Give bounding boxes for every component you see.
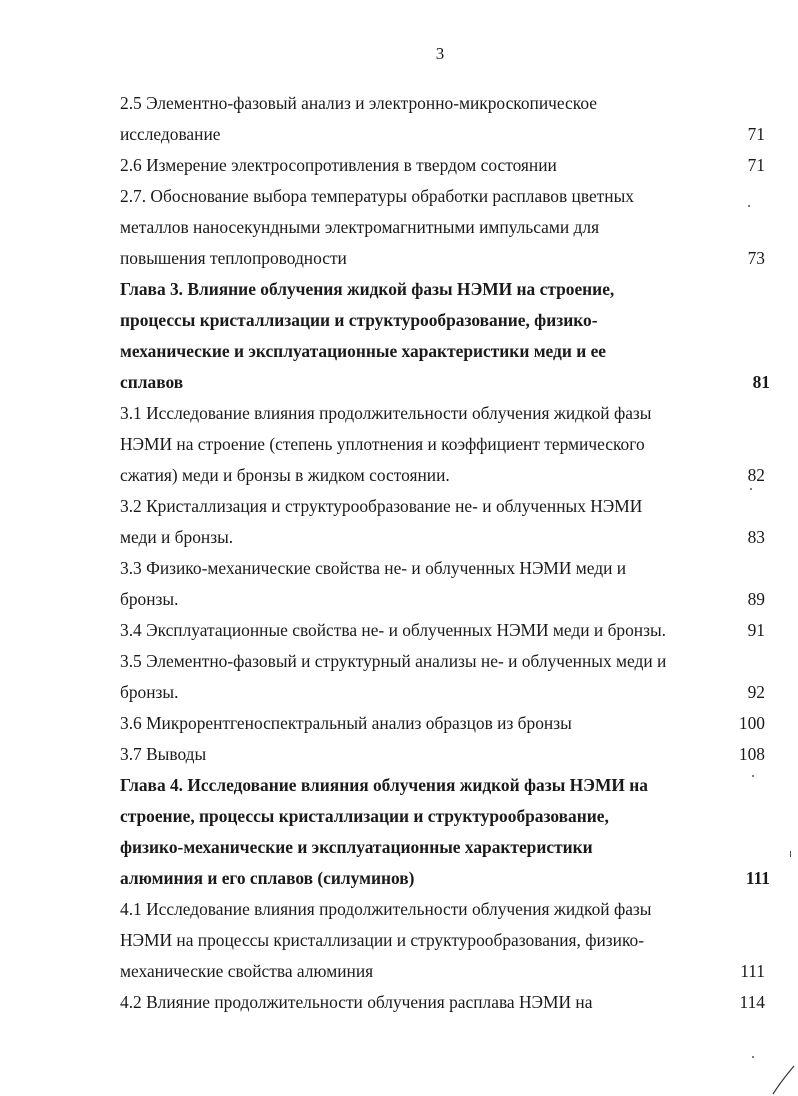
- toc-chapter-entry: [120, 770, 770, 894]
- toc-entry: [120, 646, 770, 708]
- scan-mark: [770, 1062, 798, 1096]
- toc-entry-line: 3.1 Исследование влияния продолжительности облучения жидкой фазы: [120, 403, 652, 423]
- toc-entry-line: механические и эксплуатационные характеристики меди и ее: [120, 341, 607, 361]
- toc-entry: [120, 987, 770, 1018]
- scan-speck: [750, 488, 752, 490]
- page-number: 3: [435, 44, 445, 63]
- toc-entry-line: 3.4 Эксплуатационные свойства не- и облученных НЭМИ меди и бронзы.: [120, 620, 667, 640]
- toc-entry: [120, 708, 770, 739]
- toc-page-number: 81: [752, 372, 770, 392]
- toc-entry-line: 2.7. Обоснование выбора температуры обработки расплавов цветных: [120, 186, 634, 206]
- toc-entry-line: механические свойства алюминия: [120, 961, 374, 981]
- toc-entry-line: меди и бронзы.: [120, 527, 234, 547]
- toc-entry: [120, 894, 770, 987]
- toc-entry-line: бронзы.: [120, 589, 179, 609]
- toc-page-number: 91: [747, 620, 765, 640]
- toc-chapter-entry: [120, 274, 770, 398]
- toc-entry-line: сплавов: [120, 372, 184, 392]
- toc-page-number: 89: [747, 589, 765, 609]
- toc-entry-line: исследование: [120, 124, 221, 144]
- toc-entry: [120, 398, 770, 491]
- toc-entry-line: 3.6 Микрорентгеноспектральный анализ образцов из бронзы: [120, 713, 572, 733]
- toc-entry-line: НЭМИ на процессы кристаллизации и структурообразования, физико-: [120, 930, 645, 950]
- toc-entry-line: 3.2 Кристаллизация и структурообразование не- и облученных НЭМИ: [120, 496, 643, 516]
- scan-speck: [752, 1056, 754, 1058]
- toc-entry: [120, 491, 770, 553]
- toc-entry-line: Глава 3. Влияние облучения жидкой фазы НЭМИ на строение,: [120, 279, 615, 299]
- toc-entry-line: сжатия) меди и бронзы в жидком состоянии.: [120, 465, 450, 485]
- toc-entry: [120, 739, 770, 770]
- toc-page-number: 82: [747, 465, 765, 485]
- toc-entry: [120, 150, 770, 181]
- toc-entry-line: повышения теплопроводности: [120, 248, 347, 268]
- toc-page-number: 111: [740, 961, 765, 981]
- toc-page-number: 111: [745, 868, 770, 888]
- scan-speck: [790, 851, 791, 857]
- toc-page-number: 83: [747, 527, 765, 547]
- toc-page-number: 73: [747, 248, 765, 268]
- toc-entry-line: металлов наносекундными электромагнитными импульсами для: [120, 217, 600, 237]
- toc-page-number: 71: [747, 124, 765, 144]
- toc-entry-line: 3.7 Выводы: [120, 744, 207, 764]
- toc-entry: [120, 553, 770, 615]
- toc-entry-line: 3.3 Физико-механические свойства не- и облученных НЭМИ меди и: [120, 558, 627, 578]
- toc-page-number: 100: [738, 713, 765, 733]
- toc-page-number: 108: [738, 744, 765, 764]
- toc-page-number: 92: [747, 682, 765, 702]
- toc-entry-line: 4.1 Исследование влияния продолжительности облучения жидкой фазы: [120, 899, 652, 919]
- toc-entry-line: 3.5 Элементно-фазовый и структурный анализы не- и облученных меди и: [120, 651, 667, 671]
- toc-entry-line: 4.2 Влияние продолжительности облучения расплава НЭМИ на: [120, 992, 593, 1012]
- toc-entry-line: бронзы.: [120, 682, 179, 702]
- toc-entry-line: строение, процессы кристаллизации и структурообразование,: [120, 806, 609, 826]
- toc-page-number: 71: [747, 155, 765, 175]
- scan-speck: [752, 775, 754, 777]
- toc-entry: [120, 88, 770, 150]
- toc-entry-line: физико-механические и эксплуатационные характеристики: [120, 837, 593, 857]
- toc-entry-line: 2.5 Элементно-фазовый анализ и электронно-микроскопическое: [120, 93, 597, 113]
- scan-speck: [748, 205, 750, 207]
- toc-entry-line: 2.6 Измерение электросопротивления в твердом состоянии: [120, 155, 557, 175]
- toc-page-number: 114: [739, 992, 765, 1012]
- table-of-contents: [120, 88, 770, 1018]
- toc-entry-line: алюминия и его сплавов (силуминов): [120, 868, 415, 888]
- toc-entry: [120, 181, 770, 274]
- toc-entry-line: НЭМИ на строение (степень уплотнения и коэффициент термического: [120, 434, 645, 454]
- toc-entry: [120, 615, 770, 646]
- toc-entry-line: Глава 4. Исследование влияния облучения жидкой фазы НЭМИ на: [120, 775, 648, 795]
- toc-entry-line: процессы кристаллизации и структурообразование, физико-: [120, 310, 598, 330]
